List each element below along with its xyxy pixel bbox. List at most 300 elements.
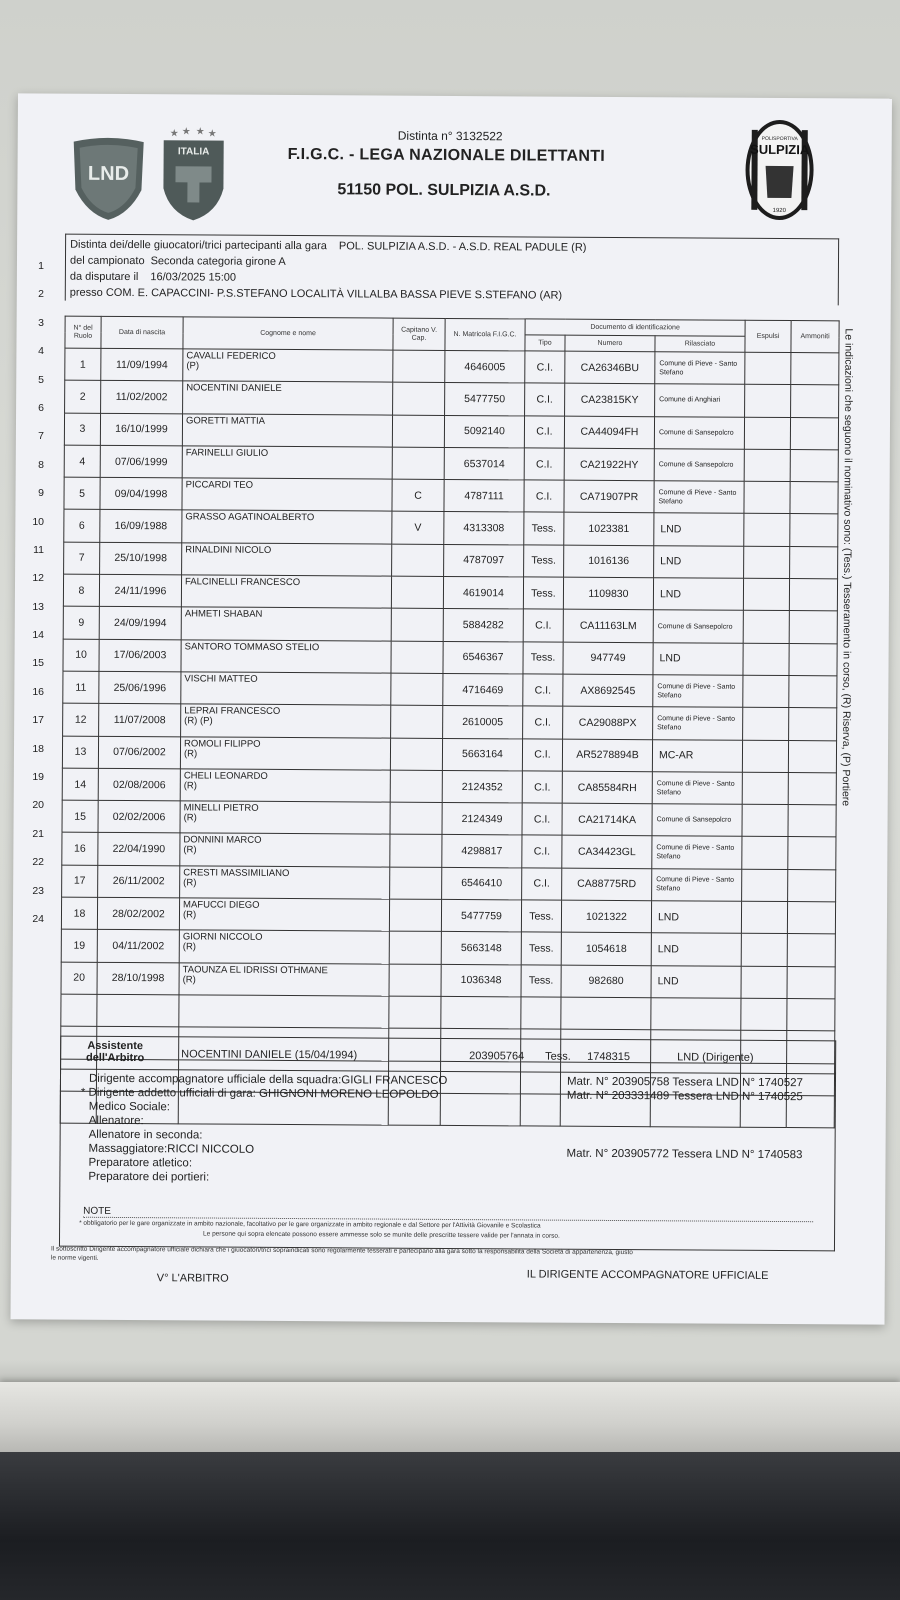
- player-doc-type: Tess.: [524, 545, 564, 578]
- player-ruolo: 1: [65, 348, 101, 381]
- player-name-text: FALCINELLI FRANCESCO: [184, 576, 301, 589]
- player-doc-type: C.I.: [525, 351, 565, 384]
- player-doc-number: CA21922HY: [564, 448, 654, 481]
- player-ruolo: [61, 994, 97, 1027]
- declaration-text: Il sottoscritto Dirigente accompagnatore ufficiale dichiara che i giuocatori/trici sopraindicati sono regolarmente tesserati e partecipano alla gara sotto la responsabilità della Società di appartenenza, giusto: [50, 1245, 633, 1257]
- player-matricola: 4787111: [444, 480, 524, 513]
- table-row: [62, 736, 836, 773]
- dirigente-addetto-matr: Matr. N° 203331489 Tessera LND N° 1740525: [566, 1089, 803, 1104]
- player-captain: [392, 447, 444, 480]
- player-doc-number: AR5278894B: [562, 739, 652, 772]
- player-doc-issuer: LND: [651, 933, 741, 966]
- player-ruolo: 13: [62, 736, 98, 769]
- table-row: [61, 994, 835, 1031]
- player-dob: [97, 994, 179, 1027]
- player-name-text: CHELI LEONARDO: [183, 770, 268, 782]
- svg-text:★: ★: [207, 128, 217, 140]
- player-dob: 28/02/2002: [97, 897, 179, 930]
- player-matricola: 4787097: [444, 544, 524, 577]
- player-expelled: [743, 675, 789, 708]
- player-matricola: 4716469: [443, 673, 523, 706]
- dirigente-accompagnatore-matr: Matr. N° 203905758 Tessera LND N° 1740527: [566, 1075, 803, 1090]
- player-doc-number: CA34423GL: [562, 836, 652, 869]
- table-row: [65, 348, 839, 385]
- player-matricola: 5477759: [441, 899, 521, 932]
- player-ruolo: 17: [62, 865, 98, 898]
- player-ruolo: 16: [62, 833, 98, 866]
- player-name-text: FARINELLI GIULIO: [185, 447, 269, 459]
- referee-signature-label: V° L'ARBITRO: [156, 1272, 229, 1285]
- player-expelled: [741, 901, 787, 934]
- player-dob: 09/04/1998: [100, 478, 182, 511]
- player-expelled: [744, 546, 790, 579]
- player-captain: C: [392, 479, 444, 512]
- player-dob: 16/09/1988: [100, 510, 182, 543]
- svg-text:1920: 1920: [772, 207, 787, 215]
- player-matricola: 5884282: [443, 609, 523, 642]
- club-title: 51150 POL. SULPIZIA A.S.D.: [337, 181, 551, 200]
- dirigente-signature-label: IL DIRIGENTE ACCOMPAGNATORE UFFICIALE: [526, 1268, 769, 1282]
- player-ruolo: 10: [63, 639, 99, 672]
- player-role-note: (R): [183, 780, 198, 792]
- player-doc-type: C.I.: [525, 383, 565, 416]
- player-dob: 17/06/2003: [99, 639, 181, 672]
- player-dob: 28/10/1998: [97, 962, 179, 995]
- player-name-text: GORETTI MATTIA: [185, 414, 266, 427]
- player-expelled: [744, 481, 790, 514]
- player-role-note: (R): [183, 877, 197, 889]
- player-matricola: 5663148: [441, 932, 521, 965]
- player-doc-number: CA21714KA: [562, 803, 652, 836]
- player-expelled: [742, 740, 788, 773]
- player-matricola: 6546367: [443, 641, 523, 674]
- col-espulsi: Espulsi: [745, 320, 791, 352]
- player-name-text: VISCHI MATTEO: [184, 673, 258, 685]
- player-doc-issuer: LND: [653, 642, 743, 675]
- assistant-referee-ril: LND (Dirigente): [677, 1051, 754, 1064]
- player-name-text: GRASSO AGATINOALBERTO: [185, 511, 315, 524]
- assistant-referee-mat: 203905764: [469, 1050, 525, 1063]
- player-expelled: [742, 837, 788, 870]
- player-doc-issuer: Comune di Anghiari: [655, 384, 745, 417]
- player-doc-issuer: Comune di Sansepolcro: [652, 804, 742, 837]
- player-role-note: (R): [182, 941, 197, 953]
- player-doc-type: C.I.: [523, 706, 563, 739]
- player-matricola: 4298817: [442, 835, 522, 868]
- player-captain: [391, 608, 443, 641]
- player-name-text: MINELLI PIETRO: [183, 802, 259, 814]
- col-nome: Cognome e nome: [183, 317, 393, 350]
- table-row: [63, 606, 837, 643]
- massaggiatore-matr: Matr. N° 203905772 Tessera LND N° 1740583: [566, 1147, 803, 1162]
- declaration-text-2: le norme vigenti.: [50, 1254, 99, 1262]
- preparatore-atletico: Preparatore atletico:: [88, 1156, 193, 1170]
- player-ruolo: 19: [61, 929, 97, 962]
- player-name: [180, 801, 390, 835]
- player-name-text: RINALDINI NICOLO: [185, 544, 272, 556]
- player-role-note: (R): [183, 747, 198, 759]
- row-number: 17: [32, 714, 44, 727]
- player-expelled: [742, 804, 788, 837]
- player-name: [183, 349, 393, 383]
- player-name: [181, 607, 391, 641]
- svg-text:★: ★: [195, 126, 205, 138]
- col-matricola: N. Matricola F.I.G.C.: [445, 318, 525, 350]
- table-row: [63, 574, 837, 611]
- dirigente-addetto: * Dirigente addetto ufficiali di gara: GHIGNONI MORENO LEOPOLDO: [80, 1086, 439, 1101]
- player-name: [182, 543, 392, 577]
- player-matricola: 2124349: [442, 803, 522, 836]
- player-expelled: [742, 772, 788, 805]
- player-doc-issuer: LND: [654, 546, 744, 579]
- player-booked: [791, 353, 839, 386]
- col-tipo: Tipo: [525, 335, 565, 351]
- table-row: [63, 703, 837, 740]
- row-number: 12: [32, 572, 44, 585]
- player-doc-number: [561, 997, 651, 1030]
- player-name: [182, 478, 392, 512]
- player-dob: 11/07/2008: [99, 704, 181, 737]
- player-dob: 02/08/2006: [98, 768, 180, 801]
- player-ruolo: 15: [62, 800, 98, 833]
- allenatore-seconda: Allenatore in seconda:: [88, 1128, 203, 1142]
- player-expelled: [744, 417, 790, 450]
- row-number: 24: [32, 912, 44, 925]
- svg-text:ITALIA: ITALIA: [177, 146, 210, 158]
- player-ruolo: 9: [63, 606, 99, 639]
- player-ruolo: 4: [64, 445, 100, 478]
- player-matricola: 2610005: [443, 706, 523, 739]
- table-row: [64, 477, 838, 514]
- player-booked: [790, 449, 838, 482]
- player-booked: [790, 514, 838, 547]
- players-table: [60, 316, 840, 1129]
- player-doc-type: C.I.: [522, 835, 562, 868]
- player-doc-number: AX8692545: [563, 674, 653, 707]
- date-label: da disputare il: [69, 270, 139, 284]
- player-doc-number: CA85584RH: [562, 771, 652, 804]
- player-name: [182, 446, 392, 480]
- player-captain: [389, 996, 441, 1029]
- player-captain: [391, 705, 443, 738]
- col-rilasciato: Rilasciato: [655, 336, 745, 353]
- col-numero: Numero: [565, 335, 655, 352]
- player-name: [179, 995, 389, 1029]
- player-captain: [389, 899, 441, 932]
- player-role-note: (P): [186, 360, 200, 372]
- row-number: 21: [32, 827, 44, 840]
- player-booked: [790, 417, 838, 450]
- player-expelled: [742, 869, 788, 902]
- match-teams: POL. SULPIZIA A.S.D. - A.S.D. REAL PADULE (R): [338, 240, 587, 254]
- lnd-logo: [69, 136, 148, 222]
- side-legend: [839, 328, 858, 858]
- player-name: [179, 930, 389, 964]
- svg-text:★: ★: [181, 126, 191, 138]
- player-matricola: 4313308: [444, 512, 524, 545]
- row-number: 2: [38, 288, 44, 301]
- assistant-referee-tipo: Tess.: [545, 1050, 571, 1063]
- sulpizia-logo: [741, 118, 818, 222]
- player-name-text: MAFUCCI DIEGO: [183, 899, 260, 911]
- player-doc-issuer: Comune di Sansepolcro: [654, 416, 744, 449]
- player-doc-issuer: Comune di Pieve - Santo Stefano: [654, 481, 744, 514]
- player-name: [181, 704, 391, 738]
- player-ruolo: 20: [61, 962, 97, 995]
- player-matricola: 4619014: [443, 577, 523, 610]
- player-doc-number: 982680: [561, 965, 651, 998]
- player-matricola: 5092140: [444, 415, 524, 448]
- assistant-referee-label: Assistente dell'Arbitro: [85, 1039, 145, 1065]
- venue: presso COM. E. CAPACCINI- P.S.STEFANO LOCALITÀ VILLALBA BASSA PIEVE S.STEFANO (AR): [69, 286, 563, 302]
- player-doc-type: C.I.: [523, 674, 563, 707]
- player-doc-number: CA26346BU: [565, 351, 655, 384]
- player-doc-number: CA11163LM: [563, 610, 653, 643]
- player-doc-type: Tess.: [524, 512, 564, 545]
- player-expelled: [741, 998, 787, 1031]
- player-matricola: 1036348: [441, 964, 521, 997]
- dark-floor: [0, 1452, 900, 1600]
- row-number: 5: [38, 373, 44, 386]
- player-booked: [788, 837, 836, 870]
- championship-value: Seconda categoria girone A: [150, 255, 286, 268]
- player-booked: [787, 998, 835, 1031]
- player-dob: 11/09/1994: [101, 348, 183, 381]
- player-doc-issuer: [651, 998, 741, 1031]
- player-ruolo: 2: [65, 380, 101, 413]
- player-ruolo: 3: [64, 413, 100, 446]
- player-name: [180, 866, 390, 900]
- row-number: 4: [38, 345, 44, 358]
- player-matricola: [441, 996, 521, 1029]
- dirigente-accompagnatore: Dirigente accompagnatore ufficiale della squadra:GIGLI FRANCESCO: [88, 1072, 448, 1087]
- table-row: [64, 413, 838, 450]
- player-name: [181, 575, 391, 609]
- player-doc-number: 1054618: [561, 933, 651, 966]
- player-dob: 02/02/2006: [98, 800, 180, 833]
- player-booked: [789, 579, 837, 612]
- player-doc-number: 1021322: [561, 900, 651, 933]
- player-booked: [789, 611, 837, 644]
- row-number: 8: [38, 458, 44, 471]
- col-ruolo: N° del Ruolo: [65, 316, 101, 348]
- row-numbers: [22, 252, 44, 933]
- row-number: 23: [32, 884, 44, 897]
- player-doc-type: Tess.: [521, 900, 561, 933]
- player-dob: 26/11/2002: [98, 865, 180, 898]
- player-dob: 24/09/1994: [99, 607, 181, 640]
- player-matricola: 6546410: [442, 867, 522, 900]
- shelf-edge: [0, 1382, 900, 1452]
- player-matricola: 6537014: [444, 447, 524, 480]
- player-booked: [788, 740, 836, 773]
- match-label: Distinta dei/delle giuocatori/trici partecipanti alla gara: [70, 238, 327, 253]
- side-legend-text: Le indicazioni che seguono il nominativo sono: (Tess.) Tesseramento in corso, (R) Riserva, (P) Portiere: [839, 328, 855, 807]
- player-captain: [390, 738, 442, 771]
- federation-title: F.I.G.C. - LEGA NAZIONALE DILETTANTI: [287, 145, 606, 165]
- player-doc-number: 1109830: [563, 577, 653, 610]
- player-expelled: [744, 449, 790, 482]
- distinta-sheet: [11, 93, 892, 1324]
- player-booked: [789, 676, 837, 709]
- player-captain: [392, 544, 444, 577]
- player-name: [181, 640, 391, 674]
- table-row: [63, 671, 837, 708]
- player-matricola: 4646005: [445, 350, 525, 383]
- player-name-text: PICCARDI TEO: [185, 479, 254, 491]
- player-captain: [390, 770, 442, 803]
- player-doc-issuer: LND: [651, 965, 741, 998]
- player-name: [180, 736, 390, 770]
- player-booked: [788, 772, 836, 805]
- row-number: 20: [32, 799, 44, 812]
- player-doc-issuer: Comune di Pieve - Santo Stefano: [652, 868, 742, 901]
- player-doc-type: C.I.: [524, 480, 564, 513]
- player-ruolo: 8: [63, 574, 99, 607]
- player-captain: [390, 867, 442, 900]
- player-name: [183, 381, 393, 415]
- player-captain: [391, 641, 443, 674]
- player-name-text: SANTORO TOMMASO STELIO: [184, 641, 320, 653]
- row-number: 13: [32, 600, 44, 613]
- player-booked: [791, 385, 839, 418]
- player-name: [181, 672, 391, 706]
- player-expelled: [741, 934, 787, 967]
- player-captain: [391, 673, 443, 706]
- player-captain: [389, 964, 441, 997]
- player-name: [179, 962, 389, 996]
- match-info: [65, 234, 839, 306]
- player-name: [180, 833, 390, 867]
- medico-sociale: Medico Sociale:: [88, 1100, 171, 1114]
- row-number: 7: [38, 430, 44, 443]
- player-doc-type: C.I.: [524, 448, 564, 481]
- player-ruolo: 18: [61, 897, 97, 930]
- row-number: 19: [32, 771, 44, 784]
- player-doc-issuer: Comune di Pieve - Santo Stefano: [653, 675, 743, 708]
- player-ruolo: 5: [64, 477, 100, 510]
- player-name-text: CAVALLI FEDERICO: [186, 350, 276, 362]
- player-booked: [788, 869, 836, 902]
- player-captain: [390, 802, 442, 835]
- col-capitano: Capitano V. Cap.: [393, 318, 445, 350]
- player-doc-type: Tess.: [523, 577, 563, 610]
- table-row: [62, 768, 836, 805]
- player-doc-number: CA23815KY: [565, 383, 655, 416]
- row-number: 9: [38, 487, 44, 500]
- player-captain: [389, 931, 441, 964]
- player-role-note: (R): [183, 812, 197, 824]
- player-name: [182, 413, 392, 447]
- player-doc-number: CA71907PR: [564, 480, 654, 513]
- player-doc-type: C.I.: [522, 803, 562, 836]
- championship-label: del campionato: [69, 254, 145, 268]
- player-doc-issuer: LND: [654, 513, 744, 546]
- player-doc-number: 1016136: [564, 545, 654, 578]
- col-ammoniti: Ammoniti: [791, 321, 839, 353]
- player-doc-type: C.I.: [524, 416, 564, 449]
- player-name-text: CRESTI MASSIMILIANO: [183, 867, 290, 879]
- player-name: [179, 898, 389, 932]
- player-doc-type: Tess.: [521, 965, 561, 998]
- assistant-referee-num: 1748315: [587, 1050, 630, 1064]
- table-row: [64, 510, 838, 547]
- player-booked: [789, 708, 837, 741]
- table-row: [64, 542, 838, 579]
- assistant-referee-name: NOCENTINI DANIELE (15/04/1994): [181, 1048, 358, 1062]
- svg-text:SULPIZIA: SULPIZIA: [750, 141, 810, 158]
- player-expelled: [745, 352, 791, 385]
- player-dob: 16/10/1999: [100, 413, 182, 446]
- player-ruolo: 14: [62, 768, 98, 801]
- player-dob: 25/06/1996: [99, 671, 181, 704]
- player-doc-issuer: Comune di Sansepolcro: [654, 449, 744, 482]
- player-doc-type: C.I.: [522, 771, 562, 804]
- row-number: 11: [33, 543, 44, 556]
- table-row: [62, 865, 836, 902]
- player-doc-issuer: Comune di Pieve - Santo Stefano: [652, 836, 742, 869]
- player-doc-type: C.I.: [522, 868, 562, 901]
- preparatore-portieri: Preparatore dei portieri:: [88, 1170, 210, 1184]
- player-dob: 24/11/1996: [99, 574, 181, 607]
- table-row: [61, 897, 835, 934]
- table-row: [62, 800, 836, 837]
- player-booked: [787, 966, 835, 999]
- player-dob: 11/02/2002: [101, 381, 183, 414]
- player-name-text: DONNINI MARCO: [183, 834, 262, 847]
- note-field: NOTE: [83, 1206, 813, 1222]
- player-booked: [789, 643, 837, 676]
- row-number: 14: [32, 629, 44, 642]
- player-doc-type: [521, 997, 561, 1030]
- table-row: [64, 445, 838, 482]
- table-row: [61, 929, 835, 966]
- italia-logo: [161, 126, 226, 222]
- player-booked: [790, 546, 838, 579]
- row-number: 6: [38, 401, 44, 414]
- player-captain: [391, 576, 443, 609]
- player-dob: 22/04/1990: [98, 833, 180, 866]
- footnote-2: Le persone qui sopra elencate possono essere ammesse solo se munite delle prescritte tessere valide per l'annata in corso.: [203, 1230, 560, 1240]
- player-doc-type: Tess.: [521, 932, 561, 965]
- player-name-text: ROMOLI FILIPPO: [184, 737, 261, 750]
- table-row: [62, 833, 836, 870]
- player-dob: 04/11/2002: [97, 930, 179, 963]
- player-doc-type: C.I.: [523, 609, 563, 642]
- player-doc-type: C.I.: [522, 738, 562, 771]
- player-expelled: [743, 643, 789, 676]
- row-number: 10: [32, 515, 44, 528]
- player-doc-issuer: Comune di Pieve - Santo Stefano: [652, 772, 742, 805]
- player-expelled: [743, 611, 789, 644]
- player-doc-number: CA88775RD: [562, 868, 652, 901]
- player-expelled: [743, 708, 789, 741]
- player-doc-issuer: Comune di Pieve - Santo Stefano: [653, 707, 743, 740]
- player-role-note: (R): [183, 844, 197, 856]
- footnote-1: * obbligatorio per le gare organizzate in ambito nazionale, facoltativo per le gare organizzate in ambito regionale e dal Settore per l'Attività Giovanile e Scolastica: [79, 1219, 541, 1230]
- row-number: 22: [32, 856, 44, 869]
- player-expelled: [744, 514, 790, 547]
- player-name-text: AHMETI SHABAN: [184, 608, 263, 621]
- player-ruolo: 7: [64, 542, 100, 575]
- player-ruolo: 6: [64, 510, 100, 543]
- player-name-text: NOCENTINI DANIELE: [186, 382, 282, 395]
- row-number: 16: [32, 685, 44, 698]
- player-booked: [787, 934, 835, 967]
- player-role-note: (R) (P): [184, 715, 213, 727]
- row-number: 3: [38, 316, 44, 329]
- player-dob: 07/06/1999: [100, 445, 182, 478]
